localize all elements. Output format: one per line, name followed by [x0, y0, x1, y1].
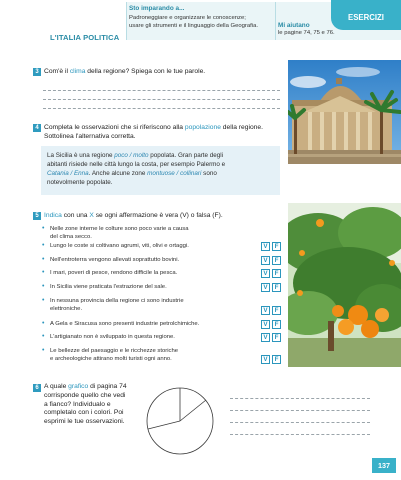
exercise-4-textbox: La Sicilia è una regione poco / molto popolata. Gran parte degli abitanti risiede nelle città lungo la costa, per esempio Palermo e Catania / Enna. Anche alcune zone montuose / collinari sono notevolmente popolate. — [41, 146, 280, 195]
exercise-number: 5 — [33, 212, 41, 220]
keyword: grafico — [68, 383, 89, 390]
help-title: Mi aiutano — [278, 22, 310, 29]
answer-line[interactable] — [230, 422, 370, 423]
choice-option[interactable]: poco — [114, 152, 128, 159]
exercise-number: 6 — [33, 384, 41, 392]
list-item: • In nessuna provincia della regione ci sono industrie elettroniche. — [42, 297, 184, 313]
objectives-title: Sto imparando a... — [129, 5, 185, 12]
answer-line[interactable] — [43, 90, 280, 91]
false-checkbox[interactable]: F — [272, 333, 281, 342]
bullet-icon: • — [42, 283, 45, 290]
false-checkbox[interactable]: F — [272, 320, 281, 329]
true-checkbox[interactable]: V — [261, 333, 270, 342]
answer-line[interactable] — [43, 99, 280, 100]
false-checkbox[interactable]: F — [272, 242, 281, 251]
bullet-icon: • — [42, 256, 45, 263]
theatre-photo — [288, 60, 401, 164]
exercise-number: 3 — [33, 68, 41, 76]
header-divider — [126, 2, 127, 40]
list-item: • L'artigianato non è sviluppato in questa regione. — [42, 333, 175, 340]
exercise-number: 4 — [33, 124, 41, 132]
true-checkbox[interactable]: V — [261, 283, 270, 292]
true-checkbox[interactable]: V — [261, 306, 270, 315]
choice-option[interactable]: Catania — [47, 170, 69, 177]
false-checkbox[interactable]: F — [272, 355, 281, 364]
keyword: clima — [69, 68, 86, 75]
true-checkbox[interactable]: V — [261, 269, 270, 278]
answer-line[interactable] — [230, 410, 370, 411]
keyword: Indica — [44, 212, 62, 219]
header-divider — [275, 2, 276, 40]
bullet-icon: • — [42, 320, 45, 327]
list-item: • A Gela e Siracusa sono presenti industrie petrolchimiche. — [42, 320, 200, 327]
blank-pie-chart[interactable] — [145, 386, 215, 456]
exercise-4-question: Completa le osservazioni che si riferiscono alla popolazione della regione. Sottolinea l'alternativa corretta. — [44, 124, 263, 140]
choice-option[interactable]: Enna — [73, 170, 89, 177]
bullet-icon: • — [42, 242, 45, 249]
objectives-line: usare gli strumenti e il linguaggio della Geografia. — [129, 23, 259, 29]
bullet-icon: • — [42, 347, 45, 354]
false-checkbox[interactable]: F — [272, 306, 281, 315]
section-title: L'ITALIA POLITICA — [50, 33, 120, 42]
true-checkbox[interactable]: V — [261, 242, 270, 251]
choice-option[interactable]: molto — [133, 152, 149, 159]
false-checkbox[interactable]: F — [272, 283, 281, 292]
choice-option[interactable]: montuose — [147, 170, 175, 177]
answer-line[interactable] — [230, 434, 370, 435]
exercise-5-question: Indica con una X se ogni affermazione è vera (V) o falsa (F). — [44, 212, 223, 219]
list-item: • I mari, poveri di pesce, rendono difficile la pesca. — [42, 269, 178, 276]
answer-line[interactable] — [43, 108, 280, 109]
true-checkbox[interactable]: V — [261, 320, 270, 329]
help-pages: le pagine 74, 75 e 76. — [278, 30, 335, 36]
list-item: • Le bellezze del paesaggio e le ricchezze storiche e archeologiche attirano molti turisti ogni anno. — [42, 347, 179, 363]
true-checkbox[interactable]: V — [261, 355, 270, 364]
bullet-icon: • — [42, 269, 45, 276]
true-checkbox[interactable]: V — [261, 256, 270, 265]
list-item: • In Sicilia viene praticata l'estrazione del sale. — [42, 283, 167, 290]
list-item: • Lungo le coste si coltivano agrumi, viti, olivi e ortaggi. — [42, 242, 189, 249]
exercise-6-question: A quale grafico di pagina 74 corrisponde quello che vedi a fianco? Individualo e completalo con i colori. Poi esprimi le tue osservazioni. — [44, 383, 127, 426]
page-number: 137 — [372, 458, 396, 473]
answer-line[interactable] — [230, 398, 370, 399]
exercise-3-question: Com'è il clima della regione? Spiega con le tue parole. — [44, 68, 206, 75]
choice-option[interactable]: collinari — [180, 170, 202, 177]
list-item: • Nell'entroterra vengono allevati soprattutto bovini. — [42, 256, 180, 263]
list-item: • Nelle zone interne le colture sono poco varie a causa del clima secco. — [42, 225, 189, 241]
bullet-icon: • — [42, 297, 45, 304]
keyword: X — [89, 212, 94, 219]
keyword: popolazione — [184, 124, 221, 131]
bullet-icon: • — [42, 333, 45, 340]
false-checkbox[interactable]: F — [272, 256, 281, 265]
orange-tree-photo — [288, 203, 401, 367]
bullet-icon: • — [42, 225, 45, 232]
false-checkbox[interactable]: F — [272, 269, 281, 278]
exercises-tab: ESERCIZI — [331, 0, 401, 30]
objectives-line: Padroneggiare e organizzare le conoscenze; — [129, 15, 246, 21]
